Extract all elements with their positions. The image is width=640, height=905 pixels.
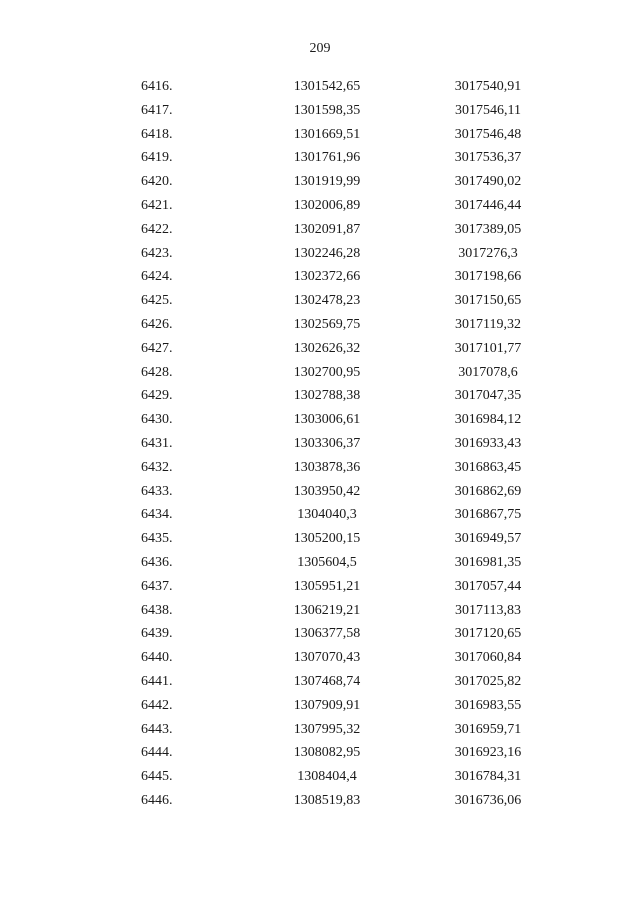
- x-coordinate: 1305604,5: [297, 554, 357, 570]
- point-number: 6425.: [141, 293, 173, 309]
- x-coordinate: 1307995,32: [293, 721, 361, 737]
- point-number: 6445.: [141, 769, 173, 785]
- x-coordinate: 1301919,99: [293, 174, 361, 190]
- y-coordinate: 3016862,69: [454, 483, 522, 499]
- x-coordinate: 1306219,21: [293, 602, 361, 618]
- table-row: [0, 242, 640, 266]
- table-row: [0, 527, 640, 551]
- coordinates-table: [0, 75, 640, 813]
- x-coordinate: 1308519,83: [293, 792, 361, 808]
- y-coordinate: 3017389,05: [454, 221, 522, 237]
- y-coordinate: 3017025,82: [454, 673, 522, 689]
- table-row: [0, 218, 640, 242]
- table-row: [0, 456, 640, 480]
- table-row: [0, 480, 640, 504]
- table-row: [0, 789, 640, 813]
- y-coordinate: 3016923,16: [454, 745, 522, 761]
- table-row: [0, 599, 640, 623]
- table-row: [0, 575, 640, 599]
- x-coordinate: 1308082,95: [293, 745, 361, 761]
- x-coordinate: 1307070,43: [293, 650, 361, 666]
- y-coordinate: 3017198,66: [454, 269, 522, 285]
- y-coordinate: 3017119,32: [455, 316, 521, 332]
- table-row: [0, 408, 640, 432]
- table-row: [0, 75, 640, 99]
- point-number: 6441.: [141, 673, 173, 689]
- point-number: 6438.: [141, 602, 173, 618]
- table-row: [0, 194, 640, 218]
- y-coordinate: 3017150,65: [454, 293, 522, 309]
- x-coordinate: 1302246,28: [293, 245, 361, 261]
- point-number: 6442.: [141, 697, 173, 713]
- point-number: 6432.: [141, 459, 173, 475]
- x-coordinate: 1307468,74: [293, 673, 361, 689]
- point-number: 6439.: [141, 626, 173, 642]
- y-coordinate: 3016867,75: [454, 507, 522, 523]
- y-coordinate: 3016736,06: [454, 792, 522, 808]
- x-coordinate: 1306377,58: [293, 626, 361, 642]
- x-coordinate: 1304040,3: [297, 507, 357, 523]
- table-row: [0, 670, 640, 694]
- table-row: [0, 146, 640, 170]
- point-number: 6429.: [141, 388, 173, 404]
- point-number: 6444.: [141, 745, 173, 761]
- table-row: [0, 337, 640, 361]
- point-number: 6426.: [141, 316, 173, 332]
- y-coordinate: 3017060,84: [454, 650, 522, 666]
- table-row: [0, 432, 640, 456]
- point-number: 6430.: [141, 412, 173, 428]
- point-number: 6419.: [141, 150, 173, 166]
- table-row: [0, 265, 640, 289]
- table-row: [0, 765, 640, 789]
- y-coordinate: 3017276,3: [458, 245, 518, 261]
- x-coordinate: 1301598,35: [293, 102, 361, 118]
- x-coordinate: 1307909,91: [293, 697, 361, 713]
- y-coordinate: 3017113,83: [455, 602, 521, 618]
- x-coordinate: 1305951,21: [293, 578, 361, 594]
- table-row: [0, 551, 640, 575]
- x-coordinate: 1302372,66: [293, 269, 361, 285]
- x-coordinate: 1302626,32: [293, 340, 361, 356]
- point-number: 6443.: [141, 721, 173, 737]
- point-number: 6418.: [141, 126, 173, 142]
- y-coordinate: 3017446,44: [454, 197, 522, 213]
- x-coordinate: 1302006,89: [293, 197, 361, 213]
- point-number: 6422.: [141, 221, 173, 237]
- point-number: 6446.: [141, 792, 173, 808]
- table-row: [0, 170, 640, 194]
- x-coordinate: 1301669,51: [293, 126, 361, 142]
- table-row: [0, 718, 640, 742]
- point-number: 6427.: [141, 340, 173, 356]
- y-coordinate: 3017078,6: [458, 364, 518, 380]
- point-number: 6416.: [141, 79, 173, 94]
- point-number: 6428.: [141, 364, 173, 380]
- y-coordinate: 3017490,02: [454, 174, 522, 190]
- y-coordinate: 3017546,11: [455, 102, 521, 118]
- x-coordinate: 1301761,96: [293, 150, 361, 166]
- page-number: 209: [309, 41, 331, 56]
- table-row: [0, 622, 640, 646]
- point-number: 6434.: [141, 507, 173, 523]
- table-row: [0, 741, 640, 765]
- point-number: 6435.: [141, 531, 173, 547]
- point-number: 6440.: [141, 650, 173, 666]
- x-coordinate: 1303006,61: [293, 412, 361, 428]
- x-coordinate: 1302091,87: [293, 221, 361, 237]
- table-row: [0, 289, 640, 313]
- x-coordinate: 1301542,65: [293, 79, 361, 94]
- x-coordinate: 1302700,95: [293, 364, 361, 380]
- y-coordinate: 3016983,55: [454, 697, 522, 713]
- point-number: 6424.: [141, 269, 173, 285]
- table-row: [0, 646, 640, 670]
- table-row: [0, 384, 640, 408]
- x-coordinate: 1303878,36: [293, 459, 361, 475]
- y-coordinate: 3017057,44: [454, 578, 522, 594]
- y-coordinate: 3016981,35: [454, 554, 522, 570]
- y-coordinate: 3016933,43: [454, 435, 522, 451]
- x-coordinate: 1302788,38: [293, 388, 361, 404]
- y-coordinate: 3017101,77: [454, 340, 522, 356]
- y-coordinate: 3016959,71: [454, 721, 522, 737]
- x-coordinate: 1308404,4: [297, 769, 357, 785]
- point-number: 6431.: [141, 435, 173, 451]
- table-row: [0, 503, 640, 527]
- point-number: 6433.: [141, 483, 173, 499]
- point-number: 6420.: [141, 174, 173, 190]
- y-coordinate: 3016863,45: [454, 459, 522, 475]
- table-row: [0, 361, 640, 385]
- table-row: [0, 123, 640, 147]
- x-coordinate: 1302569,75: [293, 316, 361, 332]
- x-coordinate: 1303306,37: [293, 435, 361, 451]
- point-number: 6421.: [141, 197, 173, 213]
- y-coordinate: 3016784,31: [454, 769, 522, 785]
- table-row: [0, 99, 640, 123]
- table-row: [0, 313, 640, 337]
- x-coordinate: 1303950,42: [293, 483, 361, 499]
- x-coordinate: 1305200,15: [293, 531, 361, 547]
- y-coordinate: 3017540,91: [454, 79, 522, 94]
- y-coordinate: 3016949,57: [454, 531, 522, 547]
- point-number: 6417.: [141, 102, 173, 118]
- point-number: 6437.: [141, 578, 173, 594]
- point-number: 6436.: [141, 554, 173, 570]
- y-coordinate: 3017120,65: [454, 626, 522, 642]
- y-coordinate: 3016984,12: [454, 412, 522, 428]
- x-coordinate: 1302478,23: [293, 293, 361, 309]
- table-row: [0, 694, 640, 718]
- y-coordinate: 3017047,35: [454, 388, 522, 404]
- y-coordinate: 3017536,37: [454, 150, 522, 166]
- point-number: 6423.: [141, 245, 173, 261]
- y-coordinate: 3017546,48: [454, 126, 522, 142]
